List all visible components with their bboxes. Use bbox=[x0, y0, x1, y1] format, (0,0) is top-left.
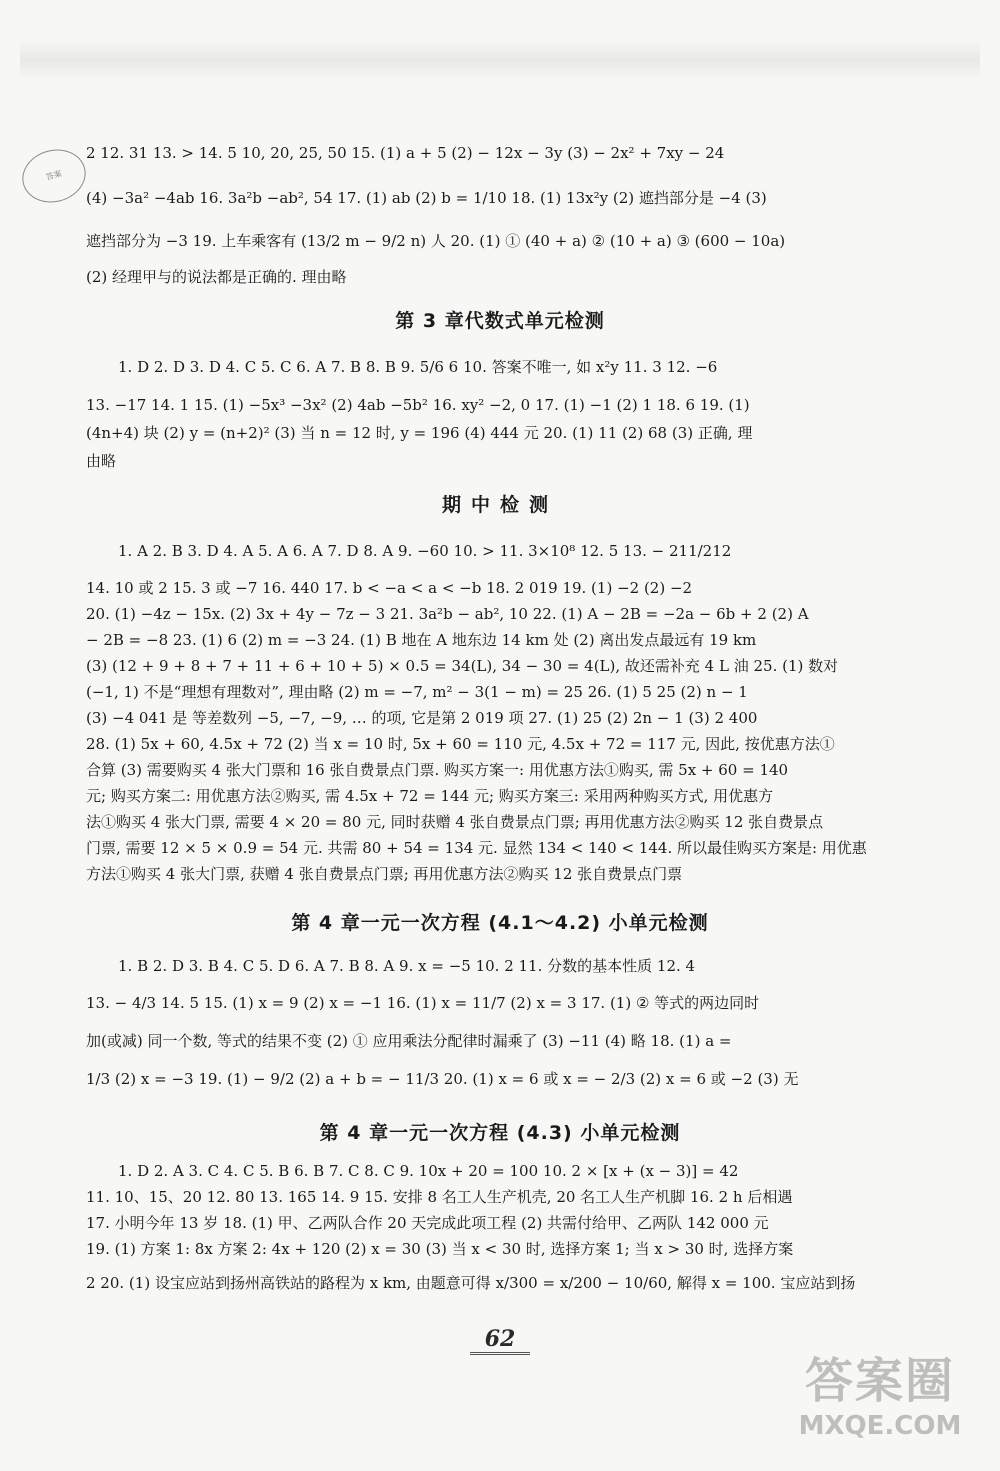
answer-line: 1. B 2. D 3. B 4. C 5. D 6. A 7. B 8. A 9. x = −5 10. 2 11. 分数的基本性质 12. 4 bbox=[118, 957, 696, 975]
answer-line: 13. − 4/3 14. 5 15. (1) x = 9 (2) x = −1 16. (1) x = 11/7 (2) x = 3 17. (1) ② 等式的两边同时 bbox=[86, 994, 760, 1012]
answer-line: 19. (1) 方案 1: 8x 方案 2: 4x + 120 (2) x = 30 (3) 当 x < 30 时, 选择方案 1; 当 x > 30 时, 选择方案 bbox=[86, 1240, 794, 1258]
answer-line: 1. D 2. D 3. D 4. C 5. C 6. A 7. B 8. B 9. 5/6 6 10. 答案不唯一, 如 x²y 11. 3 12. −6 bbox=[118, 358, 718, 376]
page-number: 62 bbox=[470, 1326, 530, 1355]
watermark-logo bbox=[780, 1351, 980, 1461]
answer-line: (3) (12 + 9 + 8 + 7 + 11 + 6 + 10 + 5) × 0.5 = 34(L), 34 − 30 = 4(L), 故还需补充 4 L 油 25. (1) 数对 bbox=[86, 657, 839, 675]
answer-line: (3) −4 041 是 等差数列 −5, −7, −9, … 的项, 它是第 2 019 项 27. (1) 25 (2) 2n − 1 (3) 2 400 bbox=[86, 709, 758, 727]
answer-line: 方法①购买 4 张大门票, 获赠 4 张自费景点门票; 再用优惠方法②购买 12 张自费景点门票 bbox=[86, 865, 683, 883]
answer-line: 合算 (3) 需要购买 4 张大门票和 16 张自费景点门票. 购买方案一: 用优惠方法①购买, 需 5x + 60 = 140 bbox=[86, 761, 789, 779]
section-heading: 第 3 章代数式单元检测 bbox=[395, 310, 605, 332]
answer-line: 13. −17 14. 1 15. (1) −5x³ −3x² (2) 4ab −5b² 16. xy² −2, 0 17. (1) −1 (2) 1 18. 6 19. (1) bbox=[86, 396, 750, 414]
answer-line: 1/3 (2) x = −3 19. (1) − 9/2 (2) a + b = − 11/3 20. (1) x = 6 或 x = − 2/3 (2) x = 6 或 −2 (3) 无 bbox=[86, 1070, 799, 1088]
stamp-text: 答案 bbox=[44, 169, 63, 182]
scan-shadow-band bbox=[20, 40, 980, 80]
answer-line: − 2B = −8 23. (1) 6 (2) m = −3 24. (1) B 地在 A 地东边 14 km 处 (2) 离出发点最远有 19 km bbox=[86, 631, 757, 649]
answer-line: 20. (1) −4z − 15x. (2) 3x + 4y − 7z − 3 21. 3a²b − ab², 10 22. (1) A − 2B = −2a − 6b + 2 (2) A bbox=[86, 605, 809, 623]
section-heading: 第 4 章一元一次方程 (4.3) 小单元检测 bbox=[319, 1122, 681, 1144]
stamp-mark bbox=[16, 143, 91, 210]
section-heading: 期中检测 bbox=[441, 494, 558, 516]
answer-line: 门票, 需要 12 × 5 × 0.9 = 54 元. 共需 80 + 54 = 134 元. 显然 134 < 140 < 144. 所以最佳购买方案是: 用优惠 bbox=[86, 839, 867, 857]
answer-line: 2 12. 31 13. > 14. 5 10, 20, 25, 50 15. (1) a + 5 (2) − 12x − 3y (3) − 2x² + 7xy − 24 bbox=[86, 144, 725, 162]
answer-line: 加(或减) 同一个数, 等式的结果不变 (2) ① 应用乘法分配律时漏乘了 (3) −11 (4) 略 18. (1) a = bbox=[86, 1032, 732, 1050]
answer-line: 由略 bbox=[86, 452, 117, 470]
watermark-site-text: MXQE.COM bbox=[798, 1411, 962, 1441]
answer-line: 2 20. (1) 设宝应站到扬州高铁站的路程为 x km, 由题意可得 x/300 = x/200 − 10/60, 解得 x = 100. 宝应站到扬 bbox=[86, 1274, 856, 1292]
answer-line: (4) −3a² −4ab 16. 3a²b −ab², 54 17. (1) ab (2) b = 1/10 18. (1) 13x²y (2) 遮挡部分是 −4 (3) bbox=[86, 189, 767, 207]
answer-line: (2) 经理甲与的说法都是正确的. 理由略 bbox=[86, 268, 347, 286]
answer-line: (4n+4) 块 (2) y = (n+2)² (3) 当 n = 12 时, y = 196 (4) 444 元 20. (1) 11 (2) 68 (3) 正确, 理 bbox=[86, 424, 753, 442]
answer-line: 法①购买 4 张大门票, 需要 4 × 20 = 80 元, 同时获赠 4 张自费景点门票; 再用优惠方法②购买 12 张自费景点 bbox=[86, 813, 824, 831]
section-heading: 第 4 章一元一次方程 (4.1～4.2) 小单元检测 bbox=[291, 912, 709, 934]
answer-line: 遮挡部分为 −3 19. 上车乘客有 (13/2 m − 9/2 n) 人 20. (1) ① (40 + a) ② (10 + a) ③ (600 − 10a) bbox=[86, 232, 786, 250]
answer-line: 1. D 2. A 3. C 4. C 5. B 6. B 7. C 8. C 9. 10x + 20 = 100 10. 2 × [x + (x − 3)] = 42 bbox=[118, 1162, 739, 1180]
answer-line: 11. 10、15、20 12. 80 13. 165 14. 9 15. 安排 8 名工人生产机壳, 20 名工人生产机脚 16. 2 h 后相遇 bbox=[86, 1188, 793, 1206]
answer-line: (−1, 1) 不是“理想有理数对”, 理由略 (2) m = −7, m² − 3(1 − m) = 25 26. (1) 5 25 (2) n − 1 bbox=[86, 683, 748, 701]
answer-line: 元; 购买方案二: 用优惠方法②购买, 需 4.5x + 72 = 144 元; 购买方案三: 采用两种购买方式, 用优惠方 bbox=[86, 787, 774, 805]
answer-line: 14. 10 或 2 15. 3 或 −7 16. 440 17. b < −a < a < −b 18. 2 019 19. (1) −2 (2) −2 bbox=[86, 579, 693, 597]
answer-line: 17. 小明今年 13 岁 18. (1) 甲、乙两队合作 20 天完成此项工程 (2) 共需付给甲、乙两队 142 000 元 bbox=[86, 1214, 769, 1232]
watermark-logo-text: 答案圈 bbox=[804, 1353, 955, 1409]
answer-line: 1. A 2. B 3. D 4. A 5. A 6. A 7. D 8. A 9. −60 10. > 11. 3×10⁸ 12. 5 13. − 211/212 bbox=[118, 542, 732, 560]
answer-line: 28. (1) 5x + 60, 4.5x + 72 (2) 当 x = 10 时, 5x + 60 = 110 元, 4.5x + 72 = 117 元, 因此, 按优惠方法① bbox=[86, 735, 835, 753]
